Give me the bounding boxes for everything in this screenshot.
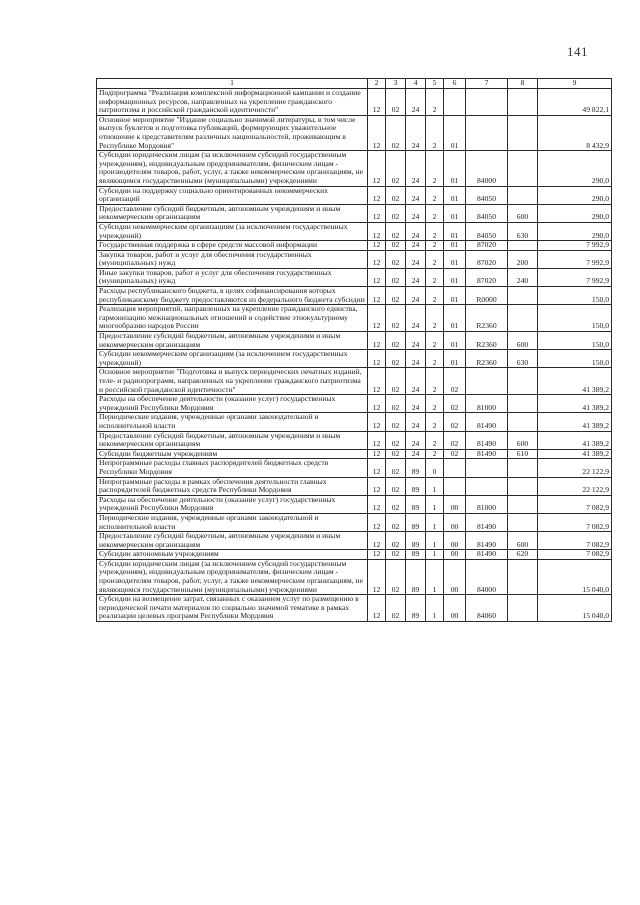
code-cell: 02 <box>386 559 406 594</box>
table-row <box>97 89 612 116</box>
code-cell: 12 <box>368 532 386 550</box>
row-name-cell: Подпрограмма "Реализация комплексной информационной кампании и создание информационных ресурсов, направленных на укрепление гражданского патриотизма и российской гражданской идентичности" <box>97 89 368 116</box>
code-cell: 2 <box>426 115 444 150</box>
code-cell: 02 <box>386 89 406 116</box>
code-cell: 02 <box>386 250 406 268</box>
code-cell <box>466 477 508 495</box>
row-name-cell: Предоставление субсидий бюджетным, автономным учреждениям и иным некоммерческим организациям <box>97 332 368 350</box>
code-cell: 01 <box>444 204 466 222</box>
code-cell: 02 <box>386 413 406 431</box>
row-name-cell: Расходы на обеспечение деятельности (оказание услуг) государственных учреждений Республики Мордовия <box>97 395 368 413</box>
table-row <box>97 350 612 368</box>
code-cell: 84050 <box>466 204 508 222</box>
code-cell: 89 <box>406 495 426 513</box>
amount-cell: 22 122,9 <box>538 477 612 495</box>
row-name-cell: Периодические издания, учрежденные органами законодательной и исполнительной власти <box>97 413 368 431</box>
amount-cell: 15 040,0 <box>538 559 612 594</box>
table-row <box>97 395 612 413</box>
table-row <box>97 559 612 594</box>
code-cell: 01 <box>444 115 466 150</box>
amount-cell: 7 992,9 <box>538 250 612 268</box>
code-cell: 01 <box>444 287 466 305</box>
code-cell: 12 <box>368 241 386 251</box>
code-cell: 24 <box>406 186 426 204</box>
code-cell: 02 <box>386 115 406 150</box>
code-cell: 02 <box>386 449 406 459</box>
code-cell: 87020 <box>466 250 508 268</box>
code-cell: 2 <box>426 332 444 350</box>
code-cell: 02 <box>386 305 406 332</box>
code-cell: 02 <box>386 395 406 413</box>
code-cell: 2 <box>426 431 444 449</box>
code-cell <box>466 115 508 150</box>
code-cell: 600 <box>508 431 538 449</box>
code-cell <box>466 89 508 116</box>
row-name-cell: Расходы республиканского бюджета, в целях софинансирования которых республиканскому бюджету предоставляются из федерального бюджета субсидии <box>97 287 368 305</box>
table-row <box>97 250 612 268</box>
code-cell: 24 <box>406 305 426 332</box>
code-cell <box>508 495 538 513</box>
code-cell <box>508 151 538 186</box>
code-cell <box>508 241 538 251</box>
table-row <box>97 368 612 395</box>
code-cell: 630 <box>508 350 538 368</box>
code-cell: 02 <box>386 595 406 622</box>
code-cell: 12 <box>368 550 386 560</box>
code-cell: 01 <box>444 332 466 350</box>
amount-cell: 150,0 <box>538 287 612 305</box>
code-cell: 24 <box>406 413 426 431</box>
code-cell: 81490 <box>466 550 508 560</box>
code-cell: 02 <box>386 550 406 560</box>
row-name-cell: Субсидии юридическим лицам (за исключением субсидий государственным учреждениям), индивидуальным предпринимателям, физическим лицам - производителям товаров, работ, услуг, а также некоммерческим организациям, не являющимся государственными (муниципальными) учреждениями <box>97 559 368 594</box>
code-cell: 02 <box>386 459 406 477</box>
row-name-cell: Предоставление субсидий бюджетным, автономным учреждениям и иным некоммерческим организациям <box>97 431 368 449</box>
code-cell <box>508 477 538 495</box>
code-cell: 24 <box>406 287 426 305</box>
column-header: 8 <box>508 79 538 89</box>
amount-cell: 7 082,9 <box>538 513 612 531</box>
code-cell <box>444 459 466 477</box>
code-cell: 24 <box>406 431 426 449</box>
code-cell: 12 <box>368 595 386 622</box>
row-name-cell: Субсидии юридическим лицам (за исключением субсидий государственным учреждениям), индивидуальным предпринимателям, физическим лицам - производителям товаров, работ, услуг, а также некоммерческим организациям, не являющимся государственными (муниципальными) учреждениями <box>97 151 368 186</box>
code-cell: 12 <box>368 268 386 286</box>
code-cell: 2 <box>426 241 444 251</box>
row-name-cell: Предоставление субсидий бюджетным, автономным учреждениям и иным некоммерческим организациям <box>97 532 368 550</box>
column-header: 6 <box>444 79 466 89</box>
code-cell: 12 <box>368 395 386 413</box>
table-body <box>97 89 612 622</box>
row-name-cell: Субсидии некоммерческим организациям (за исключением государственных учреждений) <box>97 350 368 368</box>
amount-cell: 15 040,0 <box>538 595 612 622</box>
table-row <box>97 495 612 513</box>
column-header: 1 <box>97 79 368 89</box>
row-name-cell: Иные закупки товаров, работ и услуг для обеспечения государственных (муниципальных) нужд <box>97 268 368 286</box>
table-row <box>97 532 612 550</box>
code-cell: 610 <box>508 449 538 459</box>
amount-cell: 150,0 <box>538 305 612 332</box>
code-cell: 02 <box>386 350 406 368</box>
code-cell: 12 <box>368 559 386 594</box>
table-row <box>97 459 612 477</box>
code-cell: 12 <box>368 449 386 459</box>
code-cell: 12 <box>368 332 386 350</box>
code-cell: 2 <box>426 268 444 286</box>
code-cell: 2 <box>426 413 444 431</box>
code-cell: 24 <box>406 89 426 116</box>
code-cell: 630 <box>508 222 538 240</box>
code-cell: 84060 <box>466 595 508 622</box>
code-cell: 12 <box>368 186 386 204</box>
code-cell: 12 <box>368 368 386 395</box>
code-cell <box>508 305 538 332</box>
code-cell: 12 <box>368 287 386 305</box>
table-row <box>97 204 612 222</box>
code-cell: 12 <box>368 204 386 222</box>
code-cell: R2360 <box>466 332 508 350</box>
code-cell: 02 <box>386 268 406 286</box>
code-cell <box>508 395 538 413</box>
code-cell: 01 <box>444 151 466 186</box>
amount-cell: 7 082,9 <box>538 550 612 560</box>
code-cell: 81000 <box>466 395 508 413</box>
table-row <box>97 268 612 286</box>
code-cell: 01 <box>444 268 466 286</box>
code-cell: 84000 <box>466 559 508 594</box>
table-row <box>97 305 612 332</box>
code-cell: 1 <box>426 595 444 622</box>
code-cell: 01 <box>444 186 466 204</box>
code-cell: 12 <box>368 513 386 531</box>
code-cell <box>508 413 538 431</box>
code-cell: 02 <box>386 532 406 550</box>
code-cell: 2 <box>426 395 444 413</box>
code-cell <box>508 595 538 622</box>
code-cell <box>466 368 508 395</box>
code-cell: 02 <box>386 495 406 513</box>
code-cell: 2 <box>426 186 444 204</box>
code-cell: 02 <box>386 204 406 222</box>
table-row <box>97 115 612 150</box>
code-cell: 1 <box>426 513 444 531</box>
row-name-cell: Предоставление субсидий бюджетным, автономным учреждениям и иным некоммерческим организациям <box>97 204 368 222</box>
row-name-cell: Расходы на обеспечение деятельности (оказание услуг) государственных учреждений Республики Мордовия <box>97 495 368 513</box>
code-cell: 24 <box>406 368 426 395</box>
code-cell: 12 <box>368 250 386 268</box>
code-cell: 89 <box>406 532 426 550</box>
row-name-cell: Субсидии бюджетным учреждениям <box>97 449 368 459</box>
code-cell: 24 <box>406 115 426 150</box>
code-cell: 81490 <box>466 532 508 550</box>
code-cell: 24 <box>406 250 426 268</box>
amount-cell: 41 389,2 <box>538 413 612 431</box>
code-cell: 84050 <box>466 222 508 240</box>
code-cell: 02 <box>386 368 406 395</box>
code-cell: 12 <box>368 495 386 513</box>
code-cell <box>508 559 538 594</box>
column-header: 7 <box>466 79 508 89</box>
code-cell: 12 <box>368 115 386 150</box>
code-cell: 00 <box>444 595 466 622</box>
code-cell <box>508 368 538 395</box>
code-cell <box>444 89 466 116</box>
code-cell: 81490 <box>466 449 508 459</box>
code-cell: 00 <box>444 513 466 531</box>
code-cell: 89 <box>406 459 426 477</box>
code-cell <box>444 477 466 495</box>
code-cell: 02 <box>386 186 406 204</box>
code-cell: 00 <box>444 550 466 560</box>
code-cell: 12 <box>368 222 386 240</box>
amount-cell: 290,0 <box>538 186 612 204</box>
code-cell: 89 <box>406 477 426 495</box>
code-cell: R0000 <box>466 287 508 305</box>
code-cell: 00 <box>444 559 466 594</box>
row-name-cell: Основное мероприятие "Издание социально значимой литературы, в том числе выпуск буклетов и подготовка публикаций, формирующих уважительное отношение к представителям различных национальностей, проживающим в Республике Мордовия" <box>97 115 368 150</box>
code-cell: 2 <box>426 151 444 186</box>
header-row <box>97 79 612 89</box>
code-cell: 2 <box>426 287 444 305</box>
amount-cell: 41 389,2 <box>538 395 612 413</box>
code-cell: 87020 <box>466 241 508 251</box>
table-row <box>97 332 612 350</box>
code-cell: 2 <box>426 89 444 116</box>
code-cell: 84000 <box>466 151 508 186</box>
code-cell: 02 <box>386 477 406 495</box>
code-cell: 89 <box>406 550 426 560</box>
row-name-cell: Субсидии на возмещение затрат, связанных с оказанием услуг по размещению в периодической печати материалов по социально значимой тематике в рамках реализации целевых программ Республики Мордовия <box>97 595 368 622</box>
code-cell: 84050 <box>466 186 508 204</box>
code-cell: 02 <box>386 431 406 449</box>
code-cell: 12 <box>368 459 386 477</box>
code-cell: 81000 <box>466 495 508 513</box>
code-cell: 24 <box>406 151 426 186</box>
code-cell: 600 <box>508 204 538 222</box>
table-row <box>97 550 612 560</box>
code-cell: R2360 <box>466 305 508 332</box>
amount-cell: 7 992,9 <box>538 241 612 251</box>
code-cell: 2 <box>426 350 444 368</box>
code-cell: 01 <box>444 222 466 240</box>
code-cell: 87020 <box>466 268 508 286</box>
column-header: 3 <box>386 79 406 89</box>
code-cell: 240 <box>508 268 538 286</box>
amount-cell: 8 432,9 <box>538 115 612 150</box>
code-cell: 2 <box>426 222 444 240</box>
code-cell: 81490 <box>466 431 508 449</box>
code-cell: 02 <box>444 449 466 459</box>
row-name-cell: Непрограммные расходы в рамках обеспечения деятельности главных распорядителей бюджетных средств Республики Мордовия <box>97 477 368 495</box>
table-row <box>97 431 612 449</box>
table-row <box>97 595 612 622</box>
code-cell: 1 <box>426 559 444 594</box>
amount-cell: 7 082,9 <box>538 532 612 550</box>
code-cell: 620 <box>508 550 538 560</box>
amount-cell: 290,0 <box>538 151 612 186</box>
code-cell: 24 <box>406 268 426 286</box>
code-cell: 02 <box>444 395 466 413</box>
code-cell: 200 <box>508 250 538 268</box>
amount-cell: 41 389,2 <box>538 431 612 449</box>
code-cell: 89 <box>406 513 426 531</box>
code-cell <box>508 513 538 531</box>
amount-cell: 41 389,2 <box>538 368 612 395</box>
amount-cell: 49 822,1 <box>538 89 612 116</box>
code-cell: 1 <box>426 477 444 495</box>
code-cell: 2 <box>426 305 444 332</box>
code-cell <box>508 287 538 305</box>
code-cell: 1 <box>426 495 444 513</box>
table-row <box>97 287 612 305</box>
code-cell: 81490 <box>466 413 508 431</box>
code-cell: 81490 <box>466 513 508 531</box>
code-cell: 12 <box>368 350 386 368</box>
code-cell: 02 <box>386 222 406 240</box>
code-cell: 12 <box>368 89 386 116</box>
code-cell <box>466 459 508 477</box>
code-cell: 2 <box>426 449 444 459</box>
table-row <box>97 241 612 251</box>
code-cell: 00 <box>444 532 466 550</box>
row-name-cell: Государственная поддержка в сфере средств массовой информации <box>97 241 368 251</box>
code-cell: 01 <box>444 350 466 368</box>
row-name-cell: Закупка товаров, работ и услуг для обеспечения государственных (муниципальных) нужд <box>97 250 368 268</box>
column-header: 4 <box>406 79 426 89</box>
code-cell: 24 <box>406 350 426 368</box>
code-cell: 24 <box>406 395 426 413</box>
code-cell: 1 <box>426 532 444 550</box>
column-header: 5 <box>426 79 444 89</box>
code-cell: 01 <box>444 241 466 251</box>
table-row <box>97 477 612 495</box>
column-header: 9 <box>538 79 612 89</box>
budget-table <box>96 78 612 622</box>
code-cell: 00 <box>444 495 466 513</box>
row-name-cell: Субсидии некоммерческим организациям (за исключением государственных учреждений) <box>97 222 368 240</box>
code-cell: 01 <box>444 250 466 268</box>
code-cell: 600 <box>508 532 538 550</box>
page-number: 141 <box>567 44 588 59</box>
row-name-cell: Субсидии на поддержку социально ориентированных некоммерческих организаций <box>97 186 368 204</box>
amount-cell: 22 122,9 <box>538 459 612 477</box>
code-cell: 12 <box>368 305 386 332</box>
amount-cell: 7 082,9 <box>538 495 612 513</box>
code-cell: 01 <box>444 305 466 332</box>
code-cell: 600 <box>508 332 538 350</box>
code-cell: R2360 <box>466 350 508 368</box>
code-cell <box>508 89 538 116</box>
code-cell: 24 <box>406 204 426 222</box>
code-cell: 24 <box>406 241 426 251</box>
code-cell <box>508 115 538 150</box>
code-cell: 89 <box>406 559 426 594</box>
code-cell: 12 <box>368 151 386 186</box>
table-row <box>97 222 612 240</box>
code-cell: 24 <box>406 332 426 350</box>
code-cell: 02 <box>386 513 406 531</box>
row-name-cell: Основное мероприятие "Подготовка и выпуск периодических печатных изданий, теле- и радиопрограмм, направленных на укрепление гражданского патриотизма и российской гражданской идентичности" <box>97 368 368 395</box>
code-cell: 02 <box>444 368 466 395</box>
code-cell: 02 <box>386 332 406 350</box>
table-row <box>97 186 612 204</box>
code-cell: 24 <box>406 222 426 240</box>
amount-cell: 41 389,2 <box>538 449 612 459</box>
code-cell: 02 <box>444 431 466 449</box>
code-cell: 2 <box>426 204 444 222</box>
code-cell <box>508 186 538 204</box>
amount-cell: 150,0 <box>538 332 612 350</box>
code-cell: 12 <box>368 431 386 449</box>
code-cell: 02 <box>386 151 406 186</box>
amount-cell: 150,0 <box>538 350 612 368</box>
code-cell: 89 <box>406 595 426 622</box>
code-cell: 2 <box>426 368 444 395</box>
code-cell: 02 <box>444 413 466 431</box>
amount-cell: 290,0 <box>538 222 612 240</box>
code-cell: 24 <box>406 449 426 459</box>
row-name-cell: Реализация мероприятий, направленных на укрепление гражданского единства, гармонизацию межнациональных отношений и содействие этнокультурному многообразию народов России <box>97 305 368 332</box>
row-name-cell: Непрограммные расходы главных распорядителей бюджетных средств Республики Мордовия <box>97 459 368 477</box>
row-name-cell: Субсидии автономным учреждениям <box>97 550 368 560</box>
code-cell <box>508 459 538 477</box>
amount-cell: 290,0 <box>538 204 612 222</box>
code-cell: 0 <box>426 459 444 477</box>
code-cell: 2 <box>426 250 444 268</box>
table-row <box>97 413 612 431</box>
code-cell: 12 <box>368 477 386 495</box>
code-cell: 12 <box>368 413 386 431</box>
amount-cell: 7 992,9 <box>538 268 612 286</box>
table-row <box>97 151 612 186</box>
code-cell: 02 <box>386 287 406 305</box>
column-header: 2 <box>368 79 386 89</box>
code-cell: 02 <box>386 241 406 251</box>
code-cell: 1 <box>426 550 444 560</box>
table-row <box>97 513 612 531</box>
row-name-cell: Периодические издания, учрежденные органами законодательной и исполнительной власти <box>97 513 368 531</box>
